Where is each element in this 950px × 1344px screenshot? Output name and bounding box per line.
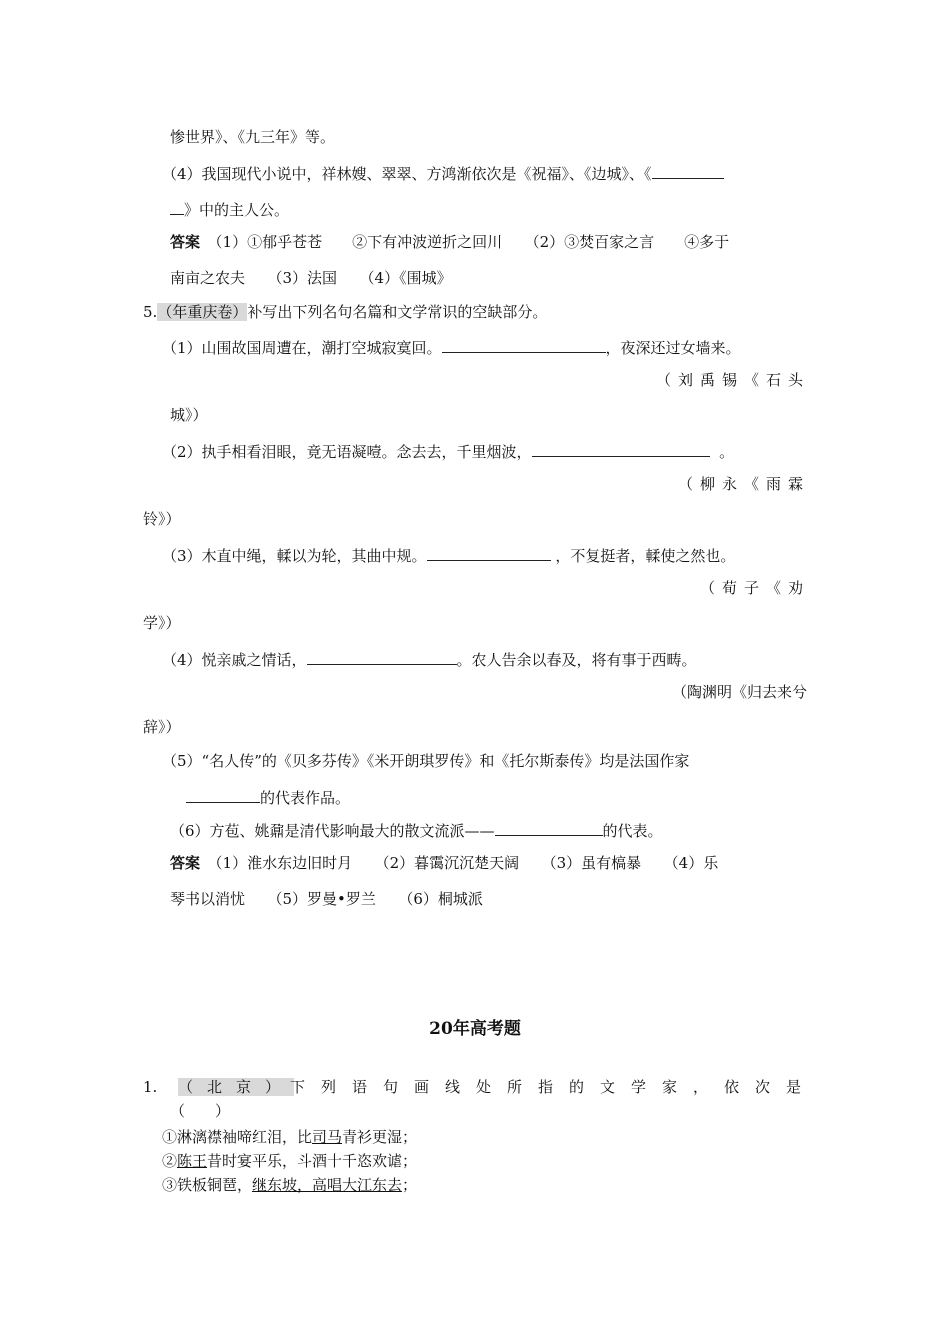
q5-item-5: （5）“名人传”的《贝多芬传》《米开朗琪罗传》和《托尔斯泰传》均是法国作家 <box>162 752 690 770</box>
q5-item-3-source-cont: 学》） <box>143 614 181 632</box>
q5-stem <box>143 302 547 322</box>
option-text: ② <box>162 1152 178 1170</box>
section-title: 20年高考题 <box>429 1019 521 1039</box>
q5-item-1-source: （刘禹锡《石头 <box>655 371 810 389</box>
answer-text: （1）淮水东边旧时月 （2）暮霭沉沉楚天阔 （3）虽有槁暴 （4）乐 <box>215 854 719 872</box>
fill-blank[interactable] <box>186 786 260 803</box>
q5-item-2-source-cont: 铃》） <box>143 510 181 528</box>
option-text: 昔时宴平乐，斗酒十千恣欢谑； <box>207 1152 418 1170</box>
fill-blank[interactable] <box>170 198 184 215</box>
answer-line-2: 南亩之农夫 （3）法国 （4）《围城》 <box>170 269 452 287</box>
question-number: 5. <box>143 303 158 321</box>
item-text: 的代表作品。 <box>260 789 351 807</box>
item-text: 的代表。 <box>602 822 663 840</box>
q5-item-6 <box>170 819 663 841</box>
option-text: 青衫更湿； <box>342 1128 418 1146</box>
option-2 <box>162 1151 417 1171</box>
item-text: （2）执手相看泪眼，竟无语凝噎。念去去，千里烟波， <box>162 443 532 461</box>
q5-item-1-source-cont: 城》） <box>170 406 208 424</box>
item-text: ，夜深还过女墙来。 <box>605 339 741 357</box>
fill-blank[interactable] <box>532 440 710 457</box>
answer-line-2: 琴书以消忧 （5）罗曼•罗兰 （6）桐城派 <box>170 890 483 908</box>
answer-label: 答案 <box>170 854 201 872</box>
q5-item-3-source: （荀子《劝 <box>699 579 810 597</box>
item-text: （4）悦亲戚之情话， <box>162 651 307 669</box>
answer-label: 答案 <box>170 233 201 251</box>
option-3 <box>162 1175 417 1195</box>
answer-text: （1）①郁乎苍苍 ②下有冲波逆折之回川 （2）③焚百家之言 ④多于 <box>215 233 730 251</box>
item-text: 。 <box>719 443 735 461</box>
fill-blank[interactable] <box>427 544 551 561</box>
fill-blank[interactable] <box>442 336 606 353</box>
q5-item-1 <box>162 336 741 358</box>
q4-line-3 <box>170 198 289 220</box>
question-source: （年重庆卷） <box>157 303 248 321</box>
option-text: ①淋漓襟袖啼红泪，比 <box>162 1128 313 1146</box>
option-text: ③铁板铜琶， <box>162 1176 253 1194</box>
option-text: ； <box>402 1176 418 1194</box>
question-stem: 补写出下列名句名篇和文学常识的空缺部分。 <box>247 303 548 321</box>
underlined-text: 司马 <box>312 1128 343 1146</box>
question-stem: 下列语句画线处所指的文学家，依次是 <box>290 1078 818 1096</box>
answer-line-1 <box>170 853 718 873</box>
item-text: （3）木直中绳，輮以为轮，其曲中规。 <box>162 547 427 565</box>
fill-blank[interactable] <box>307 648 457 665</box>
underlined-text: 继东坡，高唱大江东去 <box>252 1176 403 1194</box>
q5-item-4-source-cont: 辞》） <box>143 718 181 736</box>
q5-item-4 <box>162 648 697 670</box>
question-number: 1. <box>143 1078 158 1096</box>
q5-item-2-source: （柳永《雨霖 <box>677 475 810 493</box>
answer-paren[interactable]: （ ） <box>170 1102 231 1120</box>
fill-blank[interactable] <box>652 162 724 179</box>
q5-item-5-cont <box>186 786 350 808</box>
underlined-text: 陈王 <box>177 1152 208 1170</box>
item-text: 。农人告余以春及，将有事于西畴。 <box>456 651 697 669</box>
q4-line-1: 惨世界》、《九三年》等。 <box>170 128 336 146</box>
q5-item-3 <box>162 544 735 566</box>
fill-blank[interactable] <box>495 819 603 836</box>
item-text: ，不复挺者，輮使之然也。 <box>555 547 736 565</box>
q4-text: 》中的主人公。 <box>184 201 290 219</box>
q4-text: （4）我国现代小说中，祥林嫂、翠翠、方鸿渐依次是《祝福》、《边城》、《 <box>162 165 652 183</box>
item-text: （1）山围故国周遭在，潮打空城寂寞回。 <box>162 339 442 357</box>
item-text: （6）方苞、姚鼐是清代影响最大的散文流派—— <box>170 822 495 840</box>
q4-line-2 <box>162 162 724 184</box>
question-source: （北京） <box>178 1078 295 1096</box>
q5-item-4-source: （陶渊明《归去来兮 <box>671 683 807 701</box>
q1-source-wrap <box>178 1077 294 1097</box>
answer-line-1 <box>170 232 729 252</box>
option-1 <box>162 1127 417 1147</box>
q5-item-2 <box>162 440 734 462</box>
